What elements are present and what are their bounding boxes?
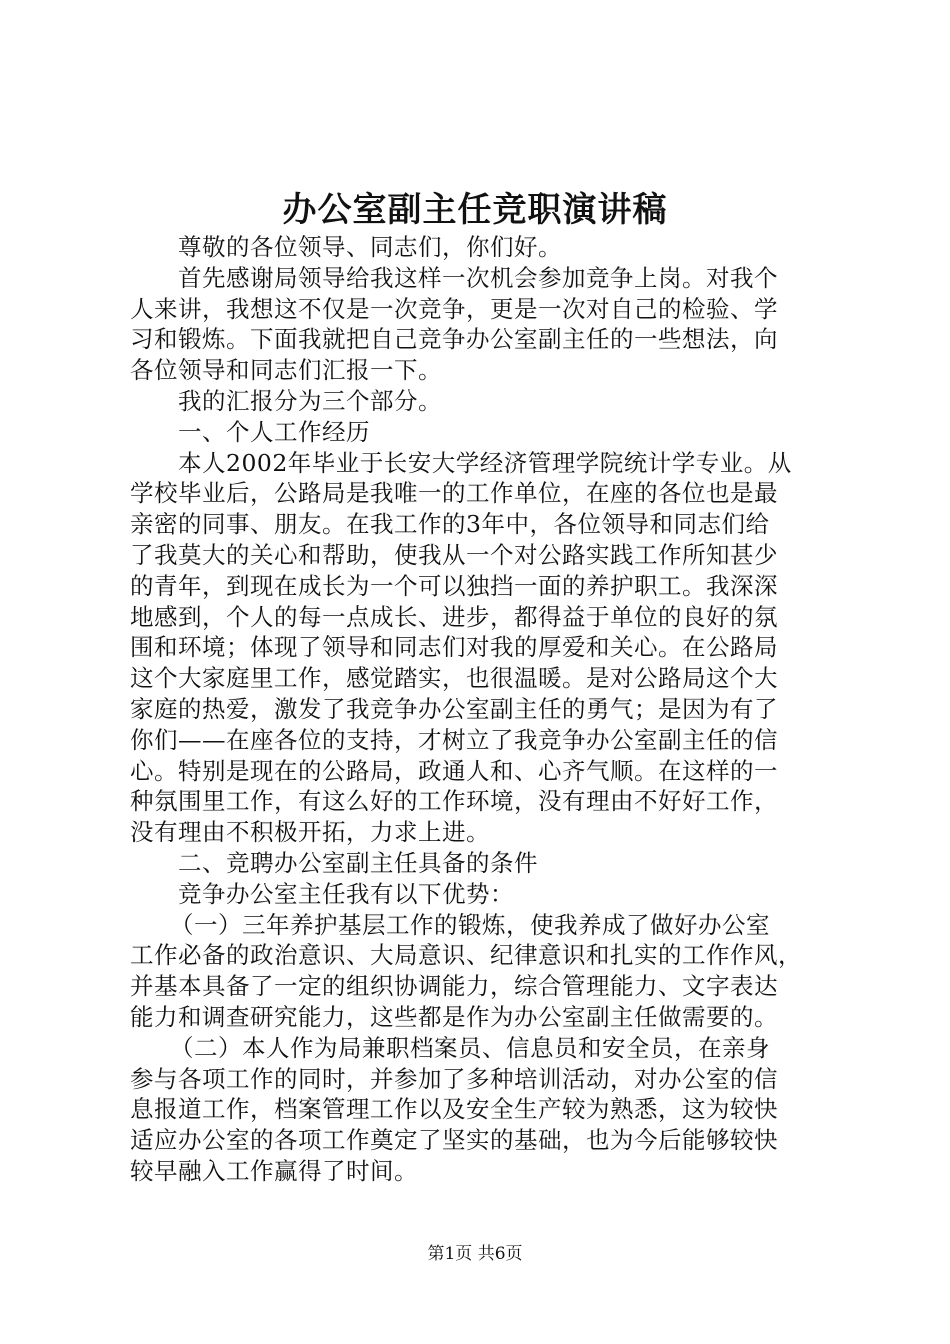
document-body: [130, 232, 830, 1187]
text-line: 亲密的同事、朋友。在我工作的3年中，各位领导和同志们给: [130, 510, 770, 539]
text-line: 竞争办公室主任我有以下优势：: [178, 879, 514, 908]
text-line: 家庭的热爱，激发了我竞争办公室副主任的勇气；是因为有了: [130, 694, 778, 723]
text-line: 本人2002年毕业于长安大学经济管理学院统计学专业。从: [178, 448, 792, 477]
text-line: 人来讲，我想这不仅是一次竞争，更是一次对自己的检验、学: [130, 294, 778, 323]
text-line: 我的汇报分为三个部分。: [178, 386, 442, 415]
text-line: 学校毕业后，公路局是我唯一的工作单位，在座的各位也是最: [130, 479, 778, 508]
text-line: 这个大家庭里工作，感觉踏实，也很温暖。是对公路局这个大: [130, 664, 778, 693]
text-line: 适应办公室的各项工作奠定了坚实的基础，也为今后能够较快: [130, 1126, 778, 1155]
section-heading: 二、竞聘办公室副主任具备的条件: [178, 848, 538, 877]
text-line: 种氛围里工作，有这么好的工作环境，没有理由不好好工作，: [130, 787, 778, 816]
text-line: 各位领导和同志们汇报一下。: [130, 356, 442, 385]
section-heading: 一、个人工作经历: [178, 417, 370, 446]
text-line: 较早融入工作赢得了时间。: [130, 1156, 418, 1185]
text-line: 习和锻炼。下面我就把自己竞争办公室副主任的一些想法，向: [130, 325, 778, 354]
text-line: 参与各项工作的同时，并参加了多种培训活动，对办公室的信: [130, 1064, 778, 1093]
text-line: （一）三年养护基层工作的锻炼，使我养成了做好办公室: [170, 910, 770, 939]
text-line: 息报道工作，档案管理工作以及安全生产较为熟悉，这为较快: [130, 1095, 778, 1124]
text-line: 并基本具备了一定的组织协调能力，综合管理能力、文字表达: [130, 972, 778, 1001]
text-line: 围和环境；体现了领导和同志们对我的厚爱和关心。在公路局: [130, 633, 778, 662]
text-line: 的青年，到现在成长为一个可以独挡一面的养护职工。我深深: [130, 571, 778, 600]
text-line: 你们——在座各位的支持，才树立了我竞争办公室副主任的信: [130, 725, 778, 754]
text-line: 心。特别是现在的公路局，政通人和、心齐气顺。在这样的一: [130, 756, 778, 785]
text-line: 工作必备的政治意识、大局意识、纪律意识和扎实的工作作风，: [130, 941, 802, 970]
text-line: 地感到，个人的每一点成长、进步，都得益于单位的良好的氛: [130, 602, 778, 631]
document-title: 办公室副主任竞职演讲稿: [282, 190, 668, 230]
text-line: 首先感谢局领导给我这样一次机会参加竞争上岗。对我个: [178, 263, 778, 292]
page-number-footer: 第1页 共6页: [427, 1244, 523, 1264]
text-line: 没有理由不积极开拓，力求上进。: [130, 818, 490, 847]
text-line: 能力和调查研究能力，这些都是作为办公室副主任做需要的。: [130, 1002, 778, 1031]
text-line: 了我莫大的关心和帮助，使我从一个对公路实践工作所知甚少: [130, 540, 778, 569]
text-line: 尊敬的各位领导、同志们，你们好。: [178, 233, 562, 261]
text-line: （二）本人作为局兼职档案员、信息员和安全员，在亲身: [170, 1033, 770, 1062]
